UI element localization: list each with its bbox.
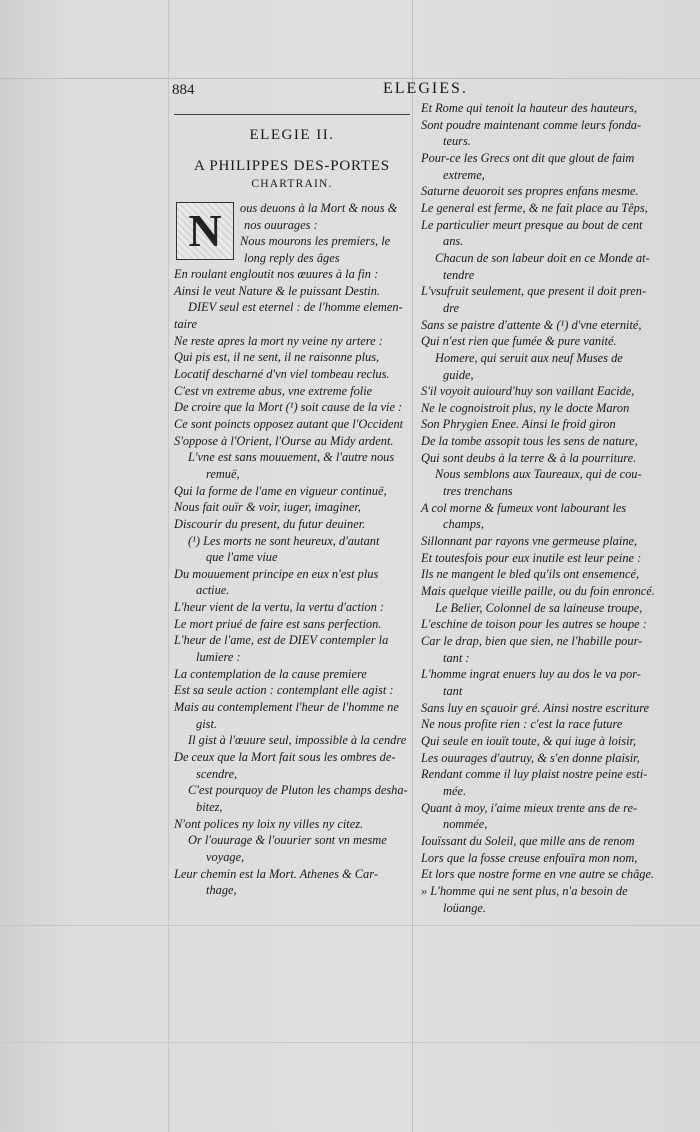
verse-line: Quant à moy, i'aime mieux trente ans de re-: [421, 800, 638, 815]
verse-line: Sans se paistre d'attente & (¹) d'vne eternité,: [421, 317, 642, 332]
verse-line: C'est pourquoy de Pluton les champs desha-: [188, 783, 408, 798]
header-rule: [174, 114, 410, 115]
left-verse-lines: [174, 266, 410, 899]
verse-line: Qui n'est rien que fumée & pure vanité.: [421, 334, 617, 349]
drop-cap-initial: N: [176, 202, 234, 260]
verse-line: Car le drap, bien que sien, ne l'habille pour-: [421, 634, 643, 648]
verse-line: Mais quelque vieille paille, ou du foin enroncé.: [421, 584, 655, 599]
verse-line: Le particulier meurt presque au bout de cent: [421, 217, 643, 232]
verse-line: Le general est ferme, & ne fait place au Têps,: [421, 200, 648, 215]
verse-line: Chacun de son labeur doit en ce Monde at-: [435, 250, 650, 265]
verse-line: Leur chemin est la Mort. Athenes & Car-: [174, 866, 378, 881]
verse-line: De la tombe assopit tous les sens de nature,: [421, 434, 638, 449]
verse-line: Du mouuement principe en eux n'est plus: [174, 566, 379, 581]
verse-line: Et toutesfois pour eux inutile est leur peine :: [421, 550, 642, 565]
verse-line: Sillonnant par rayons vne germeuse plaine,: [421, 534, 638, 549]
verse-line: Ne nous profite rien : c'est la race future: [421, 717, 623, 732]
elegy-dedication: A PHILIPPES DES-PORTES: [194, 158, 390, 174]
verse-line: C'est vn extreme abus, vne extreme folie: [174, 383, 373, 398]
verse-line: tant: [443, 683, 463, 698]
verse-line: que l'ame viue: [206, 550, 278, 565]
verse-line: Sont poudre maintenant comme leurs fonda-: [421, 117, 642, 132]
verse-line: dre: [443, 300, 460, 315]
verse-line: actiue.: [196, 583, 230, 598]
verse-line: Le mort priué de faire est sans perfection.: [174, 616, 382, 631]
fold-line-vertical: [412, 0, 413, 1132]
right-column: [421, 100, 659, 916]
verse-line: L'heur de l'ame, est de DIEV contempler la: [174, 633, 389, 648]
verse-line: Sans luy en sçauoir gré. Ainsi nostre escriture: [421, 700, 650, 715]
page-header: [170, 80, 660, 102]
verse-line: L'homme ingrat enuers luy au dos le va por-: [421, 667, 641, 682]
left-column: [174, 120, 410, 899]
verse-line: Qui pis est, il ne sent, il ne raisonne plus,: [174, 350, 380, 365]
verse-line: Qui la forme de l'ame en vigueur continuë,: [174, 483, 387, 498]
drop-cap-lines: [240, 200, 410, 267]
verse-line: Il gist à l'œuure seul, impossible à la cendre: [188, 733, 407, 748]
verse-line: tres trenchans: [443, 484, 513, 499]
verse-line: Mais au contemplement l'heur de l'homme ne: [174, 700, 399, 715]
verse-line: Discourir du present, du futur deuiner.: [174, 516, 366, 531]
verse-line: Ce sont poincts opposez autant que l'Occident: [174, 416, 404, 431]
verse-line: Saturne deuoroit ses propres enfans mesme.: [421, 184, 639, 199]
running-head: ELEGIES.: [383, 80, 468, 97]
verse-line: bitez,: [196, 800, 223, 814]
verse-line: DIEV seul est eternel : de l'homme elemen-: [188, 300, 403, 315]
verse-line: (¹) Les morts ne sont heureux, d'autant: [188, 533, 380, 548]
fold-line-horizontal-middle: [0, 925, 700, 926]
verse-line: voyage,: [206, 849, 245, 864]
verse-line: L'vne est sans mouuement, & l'autre nous: [188, 450, 395, 465]
verse-line: Et lors que nostre forme en vne autre se châge.: [421, 867, 655, 882]
fold-line-vertical-left: [168, 0, 169, 1132]
verse-line: Son Phrygien Enee. Ainsi le froid giron: [421, 417, 616, 432]
verse-line: N'ont polices ny loix ny villes ny citez.: [174, 816, 364, 831]
verse-line: Les ouurages d'autruy, & s'en donne plaisir,: [421, 750, 640, 765]
verse-line: Lors que la fosse creuse enfouïra mon nom,: [421, 850, 638, 865]
verse-line: S'il voyoit auiourd'huy son vaillant Eacide,: [421, 384, 635, 399]
verse-line: De ceux que la Mort fait sous les ombres de-: [174, 750, 396, 765]
verse-line: scendre,: [196, 766, 238, 781]
verse-line: ous deuons à la Mort & nous &: [240, 201, 398, 215]
verse-line: loüange.: [443, 900, 487, 915]
verse-line: Ne le cognoistroit plus, ny le docte Maron: [421, 400, 630, 415]
verse-line: Or l'ouurage & l'ouurier sont vn mesme: [188, 833, 387, 848]
verse-line: Locatif descharné d'vn viel tombeau reclus.: [174, 366, 390, 381]
verse-line: Homere, qui seruit aux neuf Muses de: [435, 350, 623, 365]
verse-line: L'heur vient de la vertu, la vertu d'action :: [174, 600, 385, 615]
verse-line: L'eschine de toison pour les autres se houpe :: [421, 617, 647, 632]
verse-line: nos ouurages :: [244, 217, 318, 232]
verse-line: lumiere :: [196, 650, 241, 665]
verse-line: Pour-ce les Grecs ont dit que glout de faim: [421, 150, 635, 165]
verse-line: taire: [174, 316, 197, 331]
verse-line: gist.: [196, 716, 217, 731]
verse-line: long reply des âges: [244, 250, 340, 265]
verse-line: Nous mourons les premiers, le: [240, 234, 391, 249]
verse-line: mée.: [443, 783, 467, 798]
right-verse-lines: [421, 100, 659, 916]
elegy-dedication-place: CHARTRAIN.: [251, 178, 333, 190]
fold-line-horizontal-bottom: [0, 1042, 700, 1043]
verse-line: Ne reste apres la mort ny veine ny artere :: [174, 333, 383, 348]
verse-line: tendre: [443, 267, 475, 282]
verse-line: Est sa seule action : contemplant elle agist :: [174, 683, 394, 698]
verse-line: ans.: [443, 234, 464, 249]
verse-line: guide,: [443, 367, 474, 382]
verse-line: Nous fait ouïr & voir, iuger, imaginer,: [174, 500, 361, 515]
verse-line: Ils ne mangent le bled qu'ils ont ensemencé,: [421, 567, 640, 582]
page-number: 884: [172, 82, 195, 98]
elegy-title: ELEGIE II.: [249, 127, 335, 143]
verse-line: L'vsufruit seulement, que present il doit pren-: [421, 284, 647, 299]
verse-line: Ainsi le veut Nature & le puissant Destin.: [174, 283, 381, 298]
verse-line: champs,: [443, 517, 484, 532]
opening-block: [174, 200, 410, 266]
verse-line: Rendant comme il luy plaist nostre peine esti-: [421, 767, 648, 782]
fold-line-horizontal-top: [0, 78, 700, 79]
verse-line: remuë,: [206, 466, 240, 481]
verse-line: De croire que la Mort (¹) soit cause de la vie :: [174, 400, 403, 415]
verse-line: En roulant engloutit nos œuures à la fin :: [174, 267, 379, 281]
verse-line: nommée,: [443, 817, 488, 832]
verse-line: Iouïssant du Soleil, que mille ans de renom: [421, 833, 635, 848]
verse-line: La contemplation de la cause premiere: [174, 666, 367, 681]
verse-line: Qui seule en iouït toute, & qui iuge à loisir,: [421, 733, 637, 748]
verse-line: Le Belier, Colonnel de sa laineuse troupe,: [435, 600, 643, 615]
verse-line: Qui sont deubs à la terre & à la pourriture.: [421, 450, 637, 465]
verse-line: extreme,: [443, 167, 485, 182]
verse-line: Et Rome qui tenoit la hauteur des hauteurs,: [421, 101, 638, 115]
verse-line: Nous semblons aux Taureaux, qui de cou-: [435, 467, 642, 482]
verse-line: S'oppose à l'Orient, l'Ourse au Midy ardent.: [174, 433, 394, 448]
verse-line: thage,: [206, 883, 237, 898]
verse-line: tant :: [443, 650, 470, 665]
verse-line: » L'homme qui ne sent plus, n'a besoin de: [421, 883, 628, 898]
verse-line: A col morne & fumeux vont labourant les: [421, 500, 627, 515]
verse-line: teurs.: [443, 134, 471, 149]
